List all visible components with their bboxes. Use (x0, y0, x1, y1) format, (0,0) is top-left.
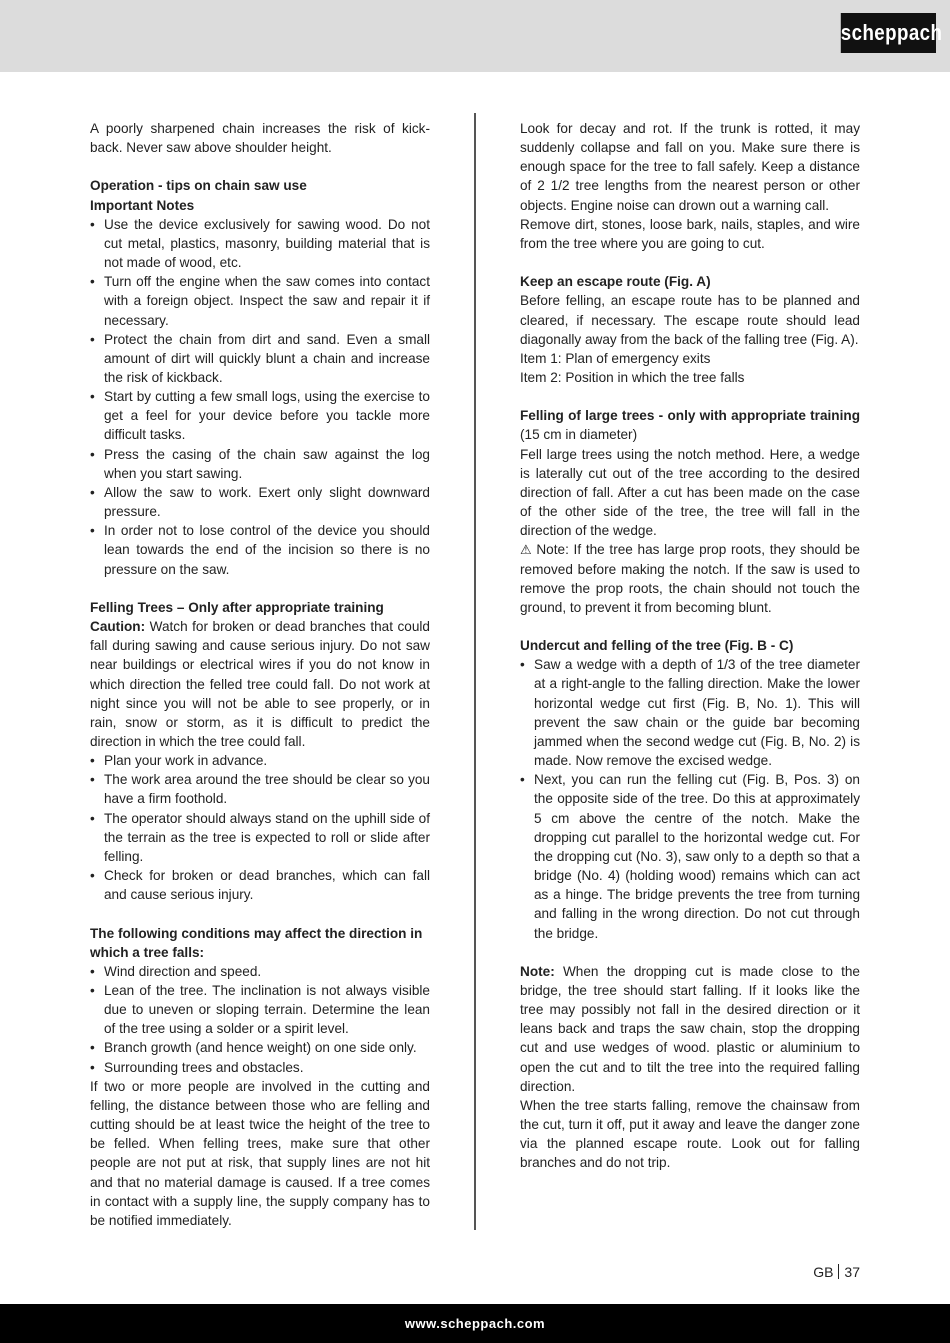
large-trees-heading-bold: Felling of large trees - only with appropriate training (520, 408, 860, 424)
list-item: • The operator should always stand on the uphill side of the terrain as the tree is expected to roll or slide after felling. (90, 809, 430, 866)
note-text: When the dropping cut is made close to the bridge, the tree should start falling. If it looks like the tree may possibly not fall in the desired direction or it leans back and traps the saw chain, stop the dropping cut and use wedges of wood. plastic or aluminium to open the cut and to tilt the tree into the required falling direction. (520, 963, 860, 1094)
list-item: • Press the casing of the chain saw against the log when you start sawing. (90, 445, 430, 483)
list-item: • In order not to lose control of the device you should lean towards the end of the incision so there is no pressure on the saw. (90, 521, 430, 578)
list-item: • Turn off the engine when the saw comes into contact with a foreign object. Inspect the saw and repair it if necessary. (90, 272, 430, 329)
warning-icon: ⚠ (520, 542, 532, 558)
important-notes-heading: Important Notes (90, 197, 195, 213)
list-item: • Saw a wedge with a depth of 1/3 of the tree diameter at a right-angle to the falling direction. Make the lower horizontal wedge cut first (Fig. B, No. 1). This will prevent the saw chain or the guide bar becoming jammed when the second wedge cut (Fig. B, No. 2) is made. Now remove the excised wedge. (520, 655, 860, 770)
escape-route-paragraph: Before felling, an escape route has to be planned and cleared, if necessary. The escape route should lead diagonally away from the back of the falling tree (Fig. A). (520, 293, 860, 347)
left-column (90, 119, 430, 1230)
intro-paragraph: A poorly sharpened chain increases the risk of kick-back. Never saw above shoulder height. (90, 121, 430, 156)
list-item: • Surrounding trees and obstacles. (90, 1058, 430, 1077)
operation-heading: Operation - tips on chain saw use (90, 178, 307, 194)
header-bar (0, 0, 950, 72)
list-item: • Branch growth (and hence weight) on one side only. (90, 1038, 430, 1057)
column-divider (474, 113, 476, 1230)
important-notes-list (90, 215, 430, 579)
website-link[interactable]: www.scheppach.com (404, 1316, 546, 1331)
conditions-paragraph: If two or more people are involved in the cutting and felling, the distance between those who are felling and cutting should be at least twice the height of the tree to be felled. When felling trees, make sure that other people are not put at risk, that supply lines are not hit and that no material damage is caused. If a tree comes in contact with a supply line, the supply company has to be notified immediately. (90, 1078, 430, 1228)
page-number-value: 37 (844, 1264, 860, 1280)
footer-bar (0, 1304, 950, 1343)
list-item: • Use the device exclusively for sawing wood. Do not cut metal, plastics, masonry, building material that is not made of wood, etc. (90, 215, 430, 272)
list-item: • Wind direction and speed. (90, 962, 430, 981)
list-item: • The work area around the tree should be clear so you have a firm foothold. (90, 770, 430, 808)
prop-roots-note-text: Note: If the tree has large prop roots, they should be removed before making the notch. If the saw is used to remove the prop roots, the chain should not touch the ground, to prevent it from becoming blunt. (520, 542, 860, 615)
list-item: • Allow the saw to work. Exert only slight downward pressure. (90, 483, 430, 521)
conditions-list (90, 962, 430, 1077)
list-item: • Plan your work in advance. (90, 751, 430, 770)
page-number (813, 1264, 860, 1280)
caution-text: Watch for broken or dead branches that could fall during sawing and cause serious injury. Do not saw near buildings or electrical wires if you do not know in which direction the felled tree could fall. Do not work at night since you will not be able to see properly, or in rain, snow or storm, as it is difficult to predict the direction in which the tree could fall. (90, 619, 430, 749)
list-item: • Next, you can run the felling cut (Fig. B, Pos. 3) on the opposite side of the tree. Do this at approximately 5 cm above the centre of the notch. Make the dropping cut parallel to the horizontal wedge cut. For the dropping cut (No. 3), saw only to a depth so that a bridge (No. 4) (holding wood) remains which can act as a hinge. The bridge prevents the tree from turning and falling in the wrong direction. Do not cut through the bridge. (520, 770, 860, 942)
list-item: • Start by cutting a few small logs, using the exercise to get a feel for your device before you tackle more difficult tasks. (90, 387, 430, 444)
note-label: Note: (520, 963, 555, 979)
item-1: Item 1: Plan of emergency exits (520, 350, 711, 366)
felling-trees-heading: Felling Trees – Only after appropriate training (90, 599, 384, 615)
decay-paragraph: Look for decay and rot. If the trunk is rotted, it may suddenly collapse and fall on you. Make sure there is enough space for the tree to fall safely. Keep a distance of 2 1/2 tree lengths from the nearest person or other objects. Engine noise can drown out a warning call. (520, 121, 860, 213)
list-item: • Protect the chain from dirt and sand. Even a small amount of dirt will quickly blunt a chain and increase the risk of kickback. (90, 330, 430, 387)
undercut-list (520, 655, 860, 942)
remove-paragraph: Remove dirt, stones, loose bark, nails, staples, and wire from the tree where you are going to cut. (520, 216, 860, 251)
escape-route-heading: Keep an escape route (Fig. A) (520, 274, 711, 290)
caution-paragraph (90, 617, 430, 751)
language-code: GB (813, 1264, 834, 1280)
list-item: • Lean of the tree. The inclination is not always visible due to uneven or sloping terrain. Determine the lean of the tree using a solder or a spirit level. (90, 981, 430, 1038)
prop-roots-note (520, 540, 860, 617)
right-column (520, 119, 860, 1173)
caution-label: Caution: (90, 619, 146, 635)
list-item: • Check for broken or dead branches, which can fall and cause serious injury. (90, 866, 430, 904)
final-paragraph: When the tree starts falling, remove the chainsaw from the cut, turn it off, put it away and leave the danger zone via the planned escape route. Look out for falling branches and do not trip. (520, 1097, 860, 1171)
item-2: Item 2: Position in which the tree falls (520, 370, 745, 386)
page-separator (838, 1264, 839, 1279)
undercut-heading: Undercut and felling of the tree (Fig. B - C) (520, 638, 794, 654)
large-trees-paragraph: Fell large trees using the notch method. Here, a wedge is laterally cut out of the tree according to the desired direction of fall. After a cut has been made on the case of the other side of the tree, the tree will fall in the direction of the wedge. (520, 446, 860, 539)
scheppach-logo: scheppach (841, 13, 936, 53)
conditions-heading: The following conditions may affect the direction in which a tree falls: (90, 925, 423, 960)
note-paragraph (520, 962, 860, 1096)
large-trees-heading (520, 406, 860, 444)
large-trees-heading-suffix: (15 cm in diameter) (520, 427, 638, 443)
felling-list (90, 751, 430, 904)
